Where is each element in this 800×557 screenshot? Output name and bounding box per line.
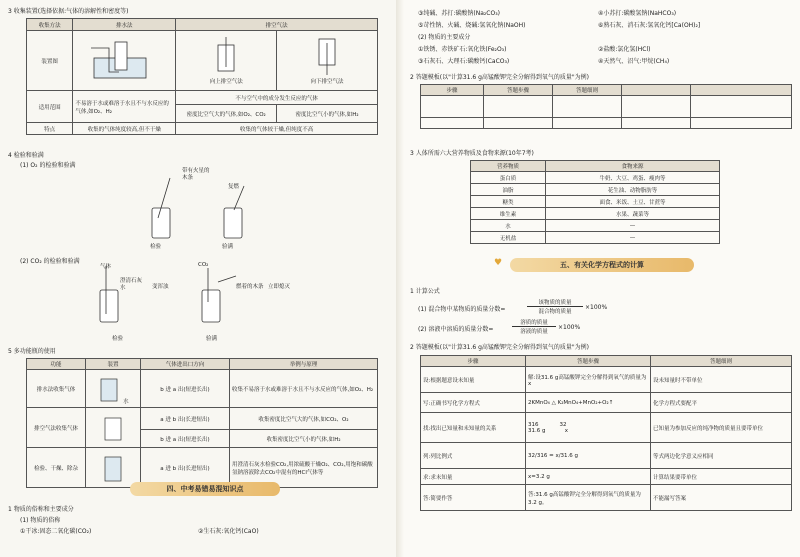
formula-1-den: 混合物的质量 (538, 309, 572, 315)
list-r0-b: ④小苏打:碳酸氢钠(NaHCO₃) (598, 10, 677, 17)
air-down-range: 密度比空气小的气体,如H₂ (277, 105, 378, 123)
bottle-table (26, 358, 378, 488)
air-up-range: 密度比空气大的气体,如O₂、CO₂ (176, 105, 277, 123)
list-r4-b: ④天然气、沼气:甲烷(CH₄) (598, 58, 670, 65)
o2-subtitle: (1) O₂ 的检验和验满 (20, 162, 76, 169)
formula-1-tail: ×100% (585, 304, 608, 311)
list-r3-b: ②盐酸:氯化氢(HCl) (598, 46, 651, 53)
fertilizer-table (420, 84, 792, 129)
bottle-func-3: 检验、干燥、除杂 (27, 448, 86, 488)
tmpl-r1-rule: 化学方程式要配平 (651, 393, 792, 413)
co2-subtitle: (2) CO₂ 的检验和验满 (20, 258, 80, 265)
tmpl-r4-rule: 计算结果要带单位 (651, 469, 792, 485)
nutr-r2-b: 面食、米饭、土豆、甘蔗等 (546, 196, 720, 208)
nutr-r5-b: — (546, 232, 720, 244)
banner-4-text: 四、中考易错易混知识点 (166, 485, 244, 493)
bottle-water-icon (97, 373, 121, 403)
formula-1-label: (1) 混合物中某物质的质量分数= (418, 306, 506, 313)
tmpl-h2: 答题细则 (651, 356, 792, 367)
bottle-air-icon (101, 412, 125, 442)
formula-1-num: 该物质的质量 (527, 298, 583, 307)
fert-row1-c2 (553, 96, 622, 118)
formula-2-tail: ×100% (558, 324, 581, 331)
nutr-r3-a: 维生素 (471, 208, 546, 220)
tmpl-r1-ans: 2KMnO₄ △ K₂MnO₄+MnO₂+O₂↑ (526, 393, 651, 413)
answer-template-table (420, 355, 792, 511)
nickname-item-2: ②生石灰:氧化钙(CaO) (198, 528, 259, 535)
bottle-func-0: 排水法收集气体 (27, 370, 86, 408)
tmpl-r0-step: 设:根据题意设未知量 (421, 367, 526, 393)
o2-full-caption: 验满 (222, 244, 234, 250)
downward-air-diagram (307, 37, 347, 75)
fert-row1-c4 (691, 96, 792, 118)
air-range-top: 不与空气中的成分发生反应的气体 (176, 91, 378, 105)
formula-2-num: 溶质的质量 (512, 318, 556, 327)
upward-air-diagram (206, 37, 246, 75)
co2-out-label: 立即熄灭 (268, 284, 291, 290)
tmpl-r5-ans: 答:31.6 g高锰酸钾完全分解得到氧气的质量为3.2 g。 (526, 485, 651, 511)
list-r0-a: ③纯碱、苏打:碳酸钠(Na₂CO₃) (418, 10, 500, 17)
section-4-title: 4 检验和验满 (8, 152, 44, 159)
heart-icon: ♥ (494, 258, 503, 268)
tmpl-r4-step: 求:求未知量 (421, 469, 526, 485)
bottle-header-dir: 气体进出口方向 (141, 359, 230, 370)
fert-h4 (691, 85, 792, 96)
formula-title: 1 计算公式 (410, 288, 440, 295)
bottle-device-1 (86, 408, 141, 448)
fert-row2-c1 (484, 118, 553, 129)
bottle-wash-icon (101, 451, 125, 483)
up-air-caption: 向上排空气法 (209, 78, 243, 85)
template-title: 2 答题模板(以"计算31.6 g高锰酸钾完全分解得到氧气的质量"为例) (410, 344, 590, 351)
bottle-example-3: 用澄清石灰水检验CO₂,用浓硫酸干燥O₂、CO₂,用饱和碳酸氢钠溶液除去CO₂中混有的HCl气体等 (230, 448, 378, 488)
tmpl-r2-rule: 已知量为参加反应的纯净物的质量且要带单位 (651, 413, 792, 443)
co2-lime-label: 澄清石灰水 (120, 278, 143, 291)
co2-stick-label: 燃着的木条 (236, 284, 264, 290)
tmpl-r2-step: 找:找出已知量和未知量的关系 (421, 413, 526, 443)
bottle-dir-1: a 进 b 出(长进短出) (141, 408, 230, 430)
bottle-water-label: 水 (123, 398, 129, 405)
book-gutter (396, 0, 404, 557)
fert-row2-c4 (691, 118, 792, 129)
list-r2-a: (2) 物质的主要成分 (418, 34, 471, 41)
o2-stick-label: 带有火星的木条 (182, 168, 210, 181)
list-r4-a: ③石灰石、大理石:碳酸钙(CaCO₃) (418, 58, 510, 65)
list-r3-a: ①铁锈、赤铁矿石:氧化铁(Fe₂O₃) (418, 46, 507, 53)
nutr-r0-a: 蛋白质 (471, 172, 546, 184)
bottle-device-3 (86, 448, 141, 488)
co2-turbid-label: 变浑浊 (152, 284, 169, 290)
up-air-cell (176, 31, 277, 91)
nutr-r3-b: 水果、蔬菜等 (546, 208, 720, 220)
section-banner-4 (130, 482, 280, 496)
tmpl-r3-step: 列:列比例式 (421, 443, 526, 469)
bottle-example-1: 收集密度比空气大的气体,如CO₂、O₂ (230, 408, 378, 430)
list-r1-a: ⑤苛性钠、火碱、烧碱:氢氧化钠(NaOH) (418, 22, 526, 29)
header-air: 排空气法 (176, 19, 378, 31)
section-3-title: 3 收集装置(选择依据:气体的溶解性和密度等) (8, 8, 129, 15)
nutr-r4-a: 水 (471, 220, 546, 232)
bottle-example-2: 收集密度比空气小的气体,如H₂ (230, 430, 378, 448)
o2-check-caption: 检验 (150, 244, 162, 250)
row-label-device: 装置图 (27, 31, 73, 91)
tmpl-r3-ans: 32/316 = x/31.6 g (526, 443, 651, 469)
bottle-dir-0: b 进 a 出(短进长出) (141, 370, 230, 408)
bottle-dir-2: b 进 a 出(短进长出) (141, 430, 230, 448)
co2-mark: CO₂ (198, 262, 209, 268)
bottle-device-0 (86, 370, 141, 408)
tmpl-h1: 答题步骤 (526, 356, 651, 367)
nutr-r4-b: — (546, 220, 720, 232)
left-s1-sub: (1) 物质的俗称 (20, 517, 61, 524)
tmpl-r0-rule: 设未知量时不带单位 (651, 367, 792, 393)
nutr-h1: 食物来源 (546, 161, 720, 172)
bottle-dir-3: a 进 b 出(长进短出) (141, 448, 230, 488)
nutr-h0: 营养物质 (471, 161, 546, 172)
bottle-header-func: 功能 (27, 359, 86, 370)
bottle-func-1: 排空气法收集气体 (27, 408, 86, 448)
left-s1-title: 1 物质的俗称和主要成分 (8, 506, 74, 513)
fert-row2-label (421, 118, 484, 129)
o2-result: 复燃 (228, 184, 240, 190)
co2-full-caption: 验满 (206, 336, 218, 342)
nutr-r1-a: 油脂 (471, 184, 546, 196)
fert-h0: 步骤 (421, 85, 484, 96)
tmpl-r4-ans: x=3.2 g (526, 469, 651, 485)
fertilizer-title: 2 答题模板(以"计算31.6 g高锰酸钾完全分解得到氧气的质量"为例) (410, 74, 590, 81)
formula-2-label: (2) 溶液中溶质的质量分数= (418, 326, 494, 333)
formula-2-den: 溶液的质量 (520, 329, 548, 335)
nutr-r0-b: 牛奶、大豆、鸡蛋、瘦肉等 (546, 172, 720, 184)
tmpl-r5-rule: 不能漏写答案 (651, 485, 792, 511)
tmpl-r5-step: 答:简要作答 (421, 485, 526, 511)
nutrition-title: 3 人体所需六大营养物质及食物来源(10年7考) (410, 150, 534, 157)
nutr-r5-a: 无机盐 (471, 232, 546, 244)
tmpl-r3-rule: 等式两边化学意义应相同 (651, 443, 792, 469)
water-feature: 收集的气体纯度较高,但不干燥 (73, 123, 176, 135)
fert-row1-c3 (622, 96, 691, 118)
nickname-item-1: ①干冰:固态二氧化碳(CO₂) (20, 528, 92, 535)
nutr-r1-b: 花生油、动物脂肪等 (546, 184, 720, 196)
bottle-example-0: 收集不易溶于水或难溶于水且不与水反应的气体,如O₂、H₂ (230, 370, 378, 408)
tmpl-r1-step: 写:正确书写化学方程式 (421, 393, 526, 413)
nutr-r2-a: 糖类 (471, 196, 546, 208)
section-banner-5 (510, 258, 694, 272)
collection-table (26, 18, 378, 135)
co2-test-diagram (90, 262, 240, 332)
banner-5-text: 五、有关化学方程式的计算 (560, 261, 644, 269)
row-label-feature: 特点 (27, 123, 73, 135)
water-device-cell (73, 31, 176, 91)
down-air-caption: 向下排空气法 (310, 78, 344, 85)
fert-h3 (622, 85, 691, 96)
row-label-range: 适用范围 (27, 91, 73, 123)
fert-row2-c3 (622, 118, 691, 129)
water-collection-diagram (89, 38, 159, 82)
fert-h1: 答题步骤 (484, 85, 553, 96)
co2-check-caption: 检验 (112, 336, 124, 342)
bottle-header-example: 举例与原理 (230, 359, 378, 370)
header-method: 收集方法 (27, 19, 73, 31)
tmpl-h0: 步骤 (421, 356, 526, 367)
section-5-title: 5 多功能瓶的使用 (8, 348, 56, 355)
water-range: 不易溶于水或难溶于水且不与水反应的气体,如O₂、H₂ (73, 91, 176, 123)
down-air-cell (277, 31, 378, 91)
air-feature: 收集的气体较干燥,但纯度不高 (176, 123, 378, 135)
tmpl-r2-ans: 316 32 31.6 g x (526, 413, 651, 443)
nutrition-table (470, 160, 720, 244)
fert-row2-c2 (553, 118, 622, 129)
tmpl-r0-ans: 解:设31.6 g高锰酸钾完全分解得到氧气的质量为x (526, 367, 651, 393)
header-water: 排水法 (73, 19, 176, 31)
fert-row1-label (421, 96, 484, 118)
co2-gas-label: 气体 (100, 264, 112, 270)
list-r1-b: ⑥熟石灰、消石灰:氢氧化钙[Ca(OH)₂] (598, 22, 701, 29)
fert-h2: 答题细则 (553, 85, 622, 96)
bottle-header-device: 装置 (86, 359, 141, 370)
fert-row1-c1 (484, 96, 553, 118)
